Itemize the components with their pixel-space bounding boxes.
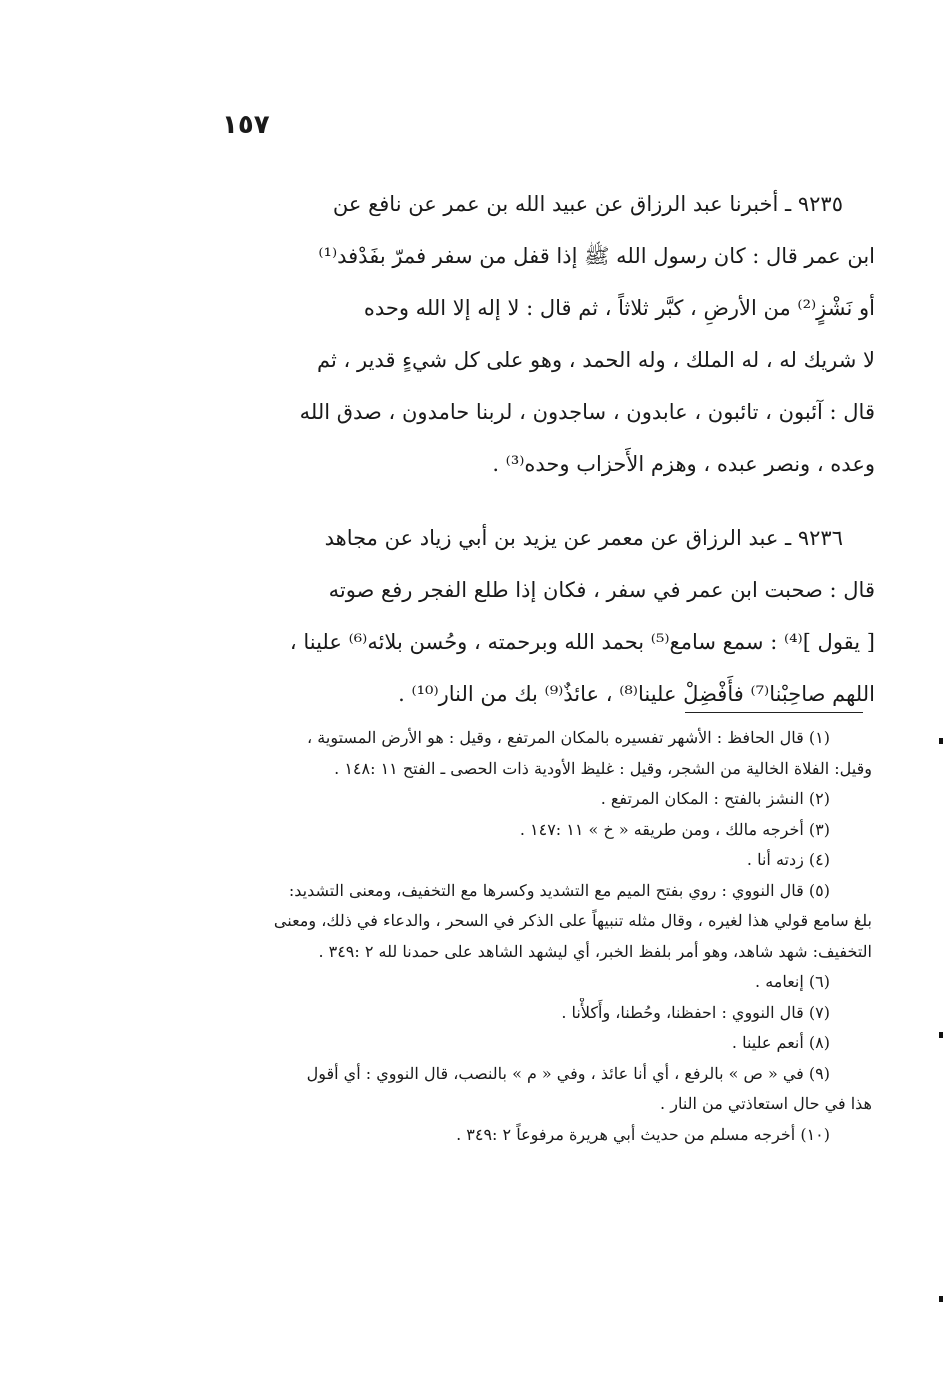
- text-line: وعده ، ونصر عبده ، وهزم الأَحزاب وحده⁽³⁾ .: [492, 452, 875, 476]
- footnote-line: هذا في حال استعاذتي من النار .: [660, 1094, 872, 1113]
- footnote-10: [192, 1120, 872, 1151]
- footnote-1: [192, 723, 872, 784]
- text-line: اللهم صاحِبْنا⁽⁷⁾ فأَفْضِلْ علينا⁽⁸⁾ ، عائذٌ⁽⁹⁾ بك من النار⁽¹⁰⁾ .: [398, 682, 875, 706]
- footnote-5: [192, 876, 872, 968]
- text-line: ٩٢٣٦ ـ عبد الرزاق عن معمر عن يزيد بن أبي زياد عن مجاهد: [324, 526, 843, 550]
- text-line: [ يقول ]⁽⁴⁾ : سمع سامع⁽⁵⁾ بحمد الله وبرحمته ، وحُسن بلائه⁽⁶⁾ علينا ،: [289, 630, 875, 654]
- footnote-line: (٢) النشز بالفتح : المكان المرتفع .: [600, 789, 830, 808]
- footnote-9: [192, 1059, 872, 1120]
- footnote-2: [192, 784, 872, 815]
- hadith-text: [205, 178, 875, 742]
- page-number: ١٥٧: [222, 110, 270, 140]
- footnote-3: [192, 815, 872, 846]
- hadith-9236: [205, 512, 875, 720]
- footnote-7: [192, 998, 872, 1029]
- footnote-line: التخفيف: شهد شاهد، وهو أمر بلفظ الخبر، أي ليشهد الشاهد على حمدنا لله ٢ :٣٤٩ .: [318, 941, 872, 961]
- text-line: لا شريك له ، له الملك ، وله الحمد ، وهو على كل شيءٍ قدير ، ثم: [317, 348, 875, 372]
- footnote-4: [192, 845, 872, 876]
- footnote-divider: [685, 712, 863, 713]
- footnote-line: بلغ سامع قولي هذا لغيره ، وقال مثله تنبيهاً على الذكر في السحر ، والدعاء في ذلك، ومعنى: [273, 911, 872, 930]
- hadith-9235: [205, 178, 875, 490]
- text-line: قال : صحبت ابن عمر في سفر ، فكان إذا طلع الفجر رفع صوته: [328, 578, 875, 602]
- footnote-line: (١٠) أخرجه مسلم من حديث أبي هريرة مرفوعاً ٢ :٣٤٩ .: [456, 1124, 830, 1144]
- footnote-line: (٨) أنعم علينا .: [731, 1033, 830, 1052]
- scan-mark: [939, 1296, 943, 1302]
- scan-mark: [939, 738, 943, 744]
- footnote-line: وقيل: الفلاة الخالية من الشجر، وقيل : غليظ الأودية ذات الحصى ـ الفتح ١١ :١٤٨ .: [334, 758, 872, 778]
- footnote-line: (٣) أخرجه مالك ، ومن طريقه « خ » ١١ :١٤٧ .: [519, 819, 830, 839]
- text-line: ابن عمر قال : كان رسول الله ﷺ إذا قفل من سفر فمرّ بفَدْفد⁽¹⁾: [318, 244, 875, 268]
- text-line: أو نَشْزٍ⁽²⁾ من الأرضِ ، كبَّر ثلاثاً ، ثم قال : لا إله إلا الله وحده: [363, 296, 875, 320]
- scan-mark: [939, 1032, 943, 1038]
- text-line: ٩٢٣٥ ـ أخبرنا عبد الرزاق عن عبيد الله بن عمر عن نافع عن: [332, 192, 843, 216]
- footnotes: [192, 723, 872, 1150]
- footnote-line: (٦) إنعامه .: [755, 972, 830, 991]
- text-line: قال : آئبون ، تائبون ، عابدون ، ساجدون ، لربنا حامدون ، صدق الله: [299, 400, 875, 424]
- footnote-line: (٩) في « ص » بالرفع ، أي أنا عائذ ، وفي « م » بالنصب، قال النووي : أي أقول: [306, 1063, 830, 1083]
- footnote-line: (٤) زدته أنا .: [746, 850, 830, 869]
- footnote-8: [192, 1028, 872, 1059]
- footnote-line: (٥) قال النووي : روي بفتح الميم مع التشديد وكسرها مع التخفيف، ومعنى التشديد:: [288, 880, 830, 900]
- footnote-line: (٧) قال النووي : احفظنا، وحُطنا، وأَكلأْنا .: [561, 1002, 830, 1022]
- footnote-line: (١) قال الحافظ : الأشهر تفسيره بالمكان المرتفع ، وقيل : هو الأرض المستوية ،: [307, 728, 830, 747]
- footnote-6: [192, 967, 872, 998]
